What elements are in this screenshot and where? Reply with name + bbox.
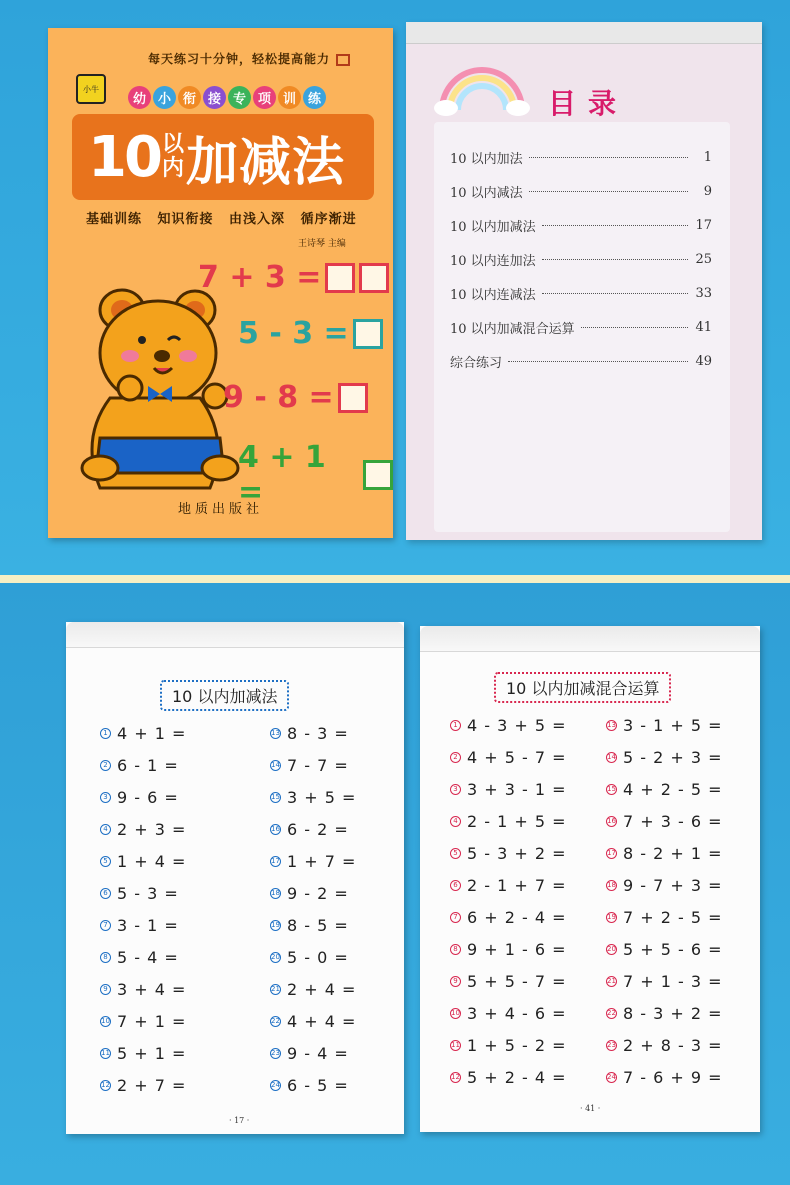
- contents-item: [450, 310, 712, 344]
- problem-text: 3 - 1 + 5 =: [623, 716, 723, 735]
- problem-text: 7 + 1 - 3 =: [623, 972, 723, 991]
- contents-item: [450, 140, 712, 174]
- problem-number: 24: [607, 1073, 616, 1081]
- math-problem: [606, 844, 723, 863]
- problem-text: 2 + 3 =: [117, 820, 187, 839]
- math-problem: [606, 780, 723, 799]
- problem-text: 3 + 4 =: [117, 980, 187, 999]
- problem-text: 8 - 3 =: [287, 724, 349, 743]
- leader-dots: [529, 157, 688, 158]
- problem-number: 18: [271, 889, 280, 897]
- contents-item-title: 10 以内加减法: [450, 219, 536, 235]
- cover-author: 王诗琴 主编: [298, 239, 346, 249]
- problem-number: 14: [607, 753, 616, 761]
- problem-number: 23: [607, 1041, 616, 1049]
- contents-item: [450, 276, 712, 310]
- math-problem: [450, 1004, 567, 1023]
- problem-text: 8 - 5 =: [287, 916, 349, 935]
- math-problem: [606, 716, 723, 735]
- math-problem: [270, 820, 349, 839]
- math-problem: [450, 972, 567, 991]
- problem-number: 6: [450, 880, 461, 891]
- title-small-2: 内: [161, 156, 184, 181]
- problem-text: 6 - 2 =: [287, 820, 349, 839]
- problem-number: 10: [101, 1017, 110, 1025]
- answer-box: [353, 319, 383, 349]
- rainbow-icon: [432, 60, 532, 116]
- problem-number: 4: [450, 816, 461, 827]
- contents-title: 目录: [548, 87, 629, 120]
- problem-number: 14: [271, 761, 280, 769]
- problem-text: 6 - 5 =: [287, 1076, 349, 1095]
- answer-box: [359, 263, 389, 293]
- contents-item-title: 10 以内加法: [450, 151, 523, 167]
- title-main: 加减法: [185, 132, 345, 193]
- publisher-name: 地质出版社: [178, 502, 264, 517]
- series-char: 小: [153, 86, 176, 109]
- cover-title: [72, 114, 374, 200]
- problem-number: 18: [607, 881, 616, 889]
- contents-item: [450, 208, 712, 242]
- series-char: 练: [303, 86, 326, 109]
- series-char: 项: [253, 86, 276, 109]
- series-char: 接: [203, 86, 226, 109]
- series-char: 幼: [128, 86, 151, 109]
- contents-item: [450, 344, 712, 378]
- problem-text: 5 - 0 =: [287, 948, 349, 967]
- practice-page-17: [66, 622, 404, 1134]
- problem-text: 2 + 7 =: [117, 1076, 187, 1095]
- problem-number: 2: [100, 760, 111, 771]
- problem-text: 5 + 5 - 7 =: [467, 972, 567, 991]
- problem-number: 24: [271, 1081, 280, 1089]
- problem-text: 8 - 3 + 2 =: [623, 1004, 723, 1023]
- problem-text: 5 - 2 + 3 =: [623, 748, 723, 767]
- problem-number: 8: [450, 944, 461, 955]
- contents-item-page: 1: [703, 149, 712, 165]
- contents-item: [450, 242, 712, 276]
- contents-item-title: 10 以内加减混合运算: [450, 321, 575, 337]
- problem-text: 5 + 2 - 4 =: [467, 1068, 567, 1087]
- leader-dots: [542, 293, 688, 294]
- math-problem: [100, 820, 186, 839]
- problem-number: 21: [271, 985, 280, 993]
- math-problem: [450, 716, 567, 735]
- problem-text: 7 + 3 - 6 =: [623, 812, 723, 831]
- problem-number: 5: [450, 848, 461, 859]
- math-problem: [100, 724, 186, 743]
- problem-text: 2 + 4 =: [287, 980, 357, 999]
- problem-text: 2 - 1 + 5 =: [467, 812, 567, 831]
- problem-number: 7: [450, 912, 461, 923]
- math-problem: [450, 780, 567, 799]
- series-char: 衔: [178, 86, 201, 109]
- series-char: 训: [278, 86, 301, 109]
- series-name: [128, 86, 326, 109]
- page-number: · 41 ·: [580, 1104, 601, 1113]
- section-divider: [0, 575, 790, 583]
- math-problem: [270, 756, 349, 775]
- math-problem: [270, 1012, 356, 1031]
- problem-number: 19: [607, 913, 616, 921]
- page-binding: [406, 22, 762, 44]
- problem-text: 7 - 6 + 9 =: [623, 1068, 723, 1087]
- problem-number: 2: [450, 752, 461, 763]
- problem-number: 7: [100, 920, 111, 931]
- contents-item-page: 33: [695, 285, 712, 301]
- problem-text: 9 + 1 - 6 =: [467, 940, 567, 959]
- answer-box: [325, 263, 355, 293]
- problem-number: 1: [100, 728, 111, 739]
- contents-item-page: 17: [695, 217, 712, 233]
- problem-number: 15: [607, 785, 616, 793]
- problem-number: 6: [100, 888, 111, 899]
- answer-box: [363, 460, 393, 490]
- problem-text: 1 + 5 - 2 =: [467, 1036, 567, 1055]
- math-problem: [100, 1044, 186, 1063]
- math-problem: [606, 940, 723, 959]
- title-number: 10: [88, 124, 160, 190]
- contents-item-page: 49: [695, 353, 712, 369]
- problem-text: 4 + 4 =: [287, 1012, 357, 1031]
- math-problem: [100, 980, 186, 999]
- page-title: 10 以内加减混合运算: [494, 672, 671, 703]
- title-small: [162, 133, 184, 181]
- cover-equation-2: [238, 316, 383, 351]
- problem-number: 3: [450, 784, 461, 795]
- problem-text: 3 - 1 =: [117, 916, 179, 935]
- problem-text: 6 + 2 - 4 =: [467, 908, 567, 927]
- problem-number: 15: [271, 793, 280, 801]
- math-problem: [270, 724, 349, 743]
- problem-number: 13: [271, 729, 280, 737]
- problem-text: 1 + 7 =: [287, 852, 357, 871]
- problem-text: 5 - 3 =: [117, 884, 179, 903]
- math-problem: [606, 876, 723, 895]
- problem-text: 4 + 5 - 7 =: [467, 748, 567, 767]
- math-problem: [100, 948, 179, 967]
- contents-item-page: 25: [695, 251, 712, 267]
- page-binding: [420, 626, 760, 652]
- problem-number: 16: [271, 825, 280, 833]
- leader-dots: [542, 259, 688, 260]
- equation-text: 4 + 1 =: [238, 440, 326, 510]
- math-problem: [100, 788, 179, 807]
- answer-box: [338, 383, 368, 413]
- leader-dots: [581, 327, 688, 328]
- problem-text: 8 - 2 + 1 =: [623, 844, 723, 863]
- problem-number: 8: [100, 952, 111, 963]
- math-problem: [450, 748, 567, 767]
- problem-text: 4 + 1 =: [117, 724, 187, 743]
- problem-number: 17: [271, 857, 280, 865]
- cover-slogan: [148, 50, 388, 67]
- problem-text: 4 + 2 - 5 =: [623, 780, 723, 799]
- problem-number: 9: [100, 984, 111, 995]
- page-title: 10 以内加减法: [160, 680, 289, 711]
- problem-number: 21: [607, 977, 616, 985]
- math-problem: [100, 1076, 186, 1095]
- problem-number: 4: [100, 824, 111, 835]
- math-problem: [450, 812, 567, 831]
- cover-equation-3: [223, 380, 368, 415]
- problem-text: 7 + 2 - 5 =: [623, 908, 723, 927]
- problem-number: 23: [271, 1049, 280, 1057]
- problem-number: 13: [607, 721, 616, 729]
- problem-text: 7 + 1 =: [117, 1012, 187, 1031]
- problem-number: 22: [271, 1017, 280, 1025]
- problem-text: 5 + 5 - 6 =: [623, 940, 723, 959]
- contents-item: [450, 174, 712, 208]
- math-problem: [450, 908, 567, 927]
- problem-number: 11: [101, 1049, 110, 1057]
- problem-number: 20: [271, 953, 280, 961]
- problem-number: 19: [271, 921, 280, 929]
- problem-text: 4 - 3 + 5 =: [467, 716, 567, 735]
- problem-number: 5: [100, 856, 111, 867]
- contents-item-page: 41: [695, 319, 712, 335]
- problem-text: 6 - 1 =: [117, 756, 179, 775]
- contents-item-title: 综合练习: [450, 355, 503, 371]
- problem-text: 9 - 6 =: [117, 788, 179, 807]
- problem-text: 1 + 4 =: [117, 852, 187, 871]
- math-problem: [450, 844, 567, 863]
- math-problem: [100, 756, 179, 775]
- math-problem: [606, 748, 723, 767]
- problem-number: 10: [451, 1009, 460, 1017]
- problem-number: 20: [607, 945, 616, 953]
- math-problem: [270, 948, 349, 967]
- problem-number: 16: [607, 817, 616, 825]
- slogan-text: 每天练习十分钟，轻松提高能力: [148, 52, 331, 66]
- math-problem: [606, 1004, 723, 1023]
- title-small-1: 以: [161, 132, 184, 157]
- math-problem: [270, 1044, 349, 1063]
- math-problem: [100, 852, 186, 871]
- problem-text: 9 - 2 =: [287, 884, 349, 903]
- problem-text: 3 + 4 - 6 =: [467, 1004, 567, 1023]
- problem-text: 3 + 3 - 1 =: [467, 780, 567, 799]
- contents-item-title: 10 以内连减法: [450, 287, 536, 303]
- contents-page: [406, 22, 762, 540]
- problem-number: 12: [451, 1073, 460, 1081]
- equation-text: 5 - 3 =: [238, 316, 349, 351]
- page-binding: [66, 622, 404, 648]
- math-problem: [270, 884, 349, 903]
- checkbox-icon: [336, 54, 350, 66]
- problem-number: 12: [101, 1081, 110, 1089]
- math-problem: [606, 1036, 723, 1055]
- math-problem: [450, 1036, 567, 1055]
- problem-text: 9 - 4 =: [287, 1044, 349, 1063]
- publisher-logo: 小牛: [76, 74, 106, 104]
- math-problem: [606, 812, 723, 831]
- practice-page-41: [420, 626, 760, 1132]
- problem-number: 9: [450, 976, 461, 987]
- problem-number: 22: [607, 1009, 616, 1017]
- math-problem: [270, 1076, 349, 1095]
- problem-text: 9 - 7 + 3 =: [623, 876, 723, 895]
- series-char: 专: [228, 86, 251, 109]
- leader-dots: [508, 361, 688, 362]
- contents-item-title: 10 以内减法: [450, 185, 523, 201]
- problem-number: 17: [607, 849, 616, 857]
- math-problem: [450, 1068, 567, 1087]
- math-problem: [100, 916, 179, 935]
- problem-number: 3: [100, 792, 111, 803]
- contents-list: [450, 140, 712, 378]
- math-problem: [100, 1012, 186, 1031]
- problem-number: 11: [451, 1041, 460, 1049]
- equation-text: 9 - 8 =: [223, 380, 334, 415]
- math-problem: [606, 972, 723, 991]
- problem-text: 2 + 8 - 3 =: [623, 1036, 723, 1055]
- problem-text: 5 - 4 =: [117, 948, 179, 967]
- leader-dots: [529, 191, 688, 192]
- math-problem: [606, 908, 723, 927]
- math-problem: [270, 916, 349, 935]
- math-problem: [450, 940, 567, 959]
- math-problem: [100, 884, 179, 903]
- cover-equation-1: [198, 260, 389, 295]
- book-cover: [48, 28, 393, 538]
- equation-text: 7 + 3 =: [198, 260, 322, 295]
- page-number: · 17 ·: [229, 1116, 250, 1125]
- math-problem: [270, 788, 356, 807]
- contents-item-title: 10 以内连加法: [450, 253, 536, 269]
- leader-dots: [542, 225, 688, 226]
- bear-illustration: [70, 268, 240, 498]
- problem-number: 1: [450, 720, 461, 731]
- math-problem: [606, 1068, 723, 1087]
- problem-text: 5 - 3 + 2 =: [467, 844, 567, 863]
- problem-text: 2 - 1 + 7 =: [467, 876, 567, 895]
- math-problem: [450, 876, 567, 895]
- contents-item-page: 9: [703, 183, 712, 199]
- cover-features: 基础训练 知识衔接 由浅入深 循序渐进: [86, 212, 357, 227]
- math-problem: [270, 852, 356, 871]
- problem-text: 5 + 1 =: [117, 1044, 187, 1063]
- problem-text: 7 - 7 =: [287, 756, 349, 775]
- problem-text: 3 + 5 =: [287, 788, 357, 807]
- math-problem: [270, 980, 356, 999]
